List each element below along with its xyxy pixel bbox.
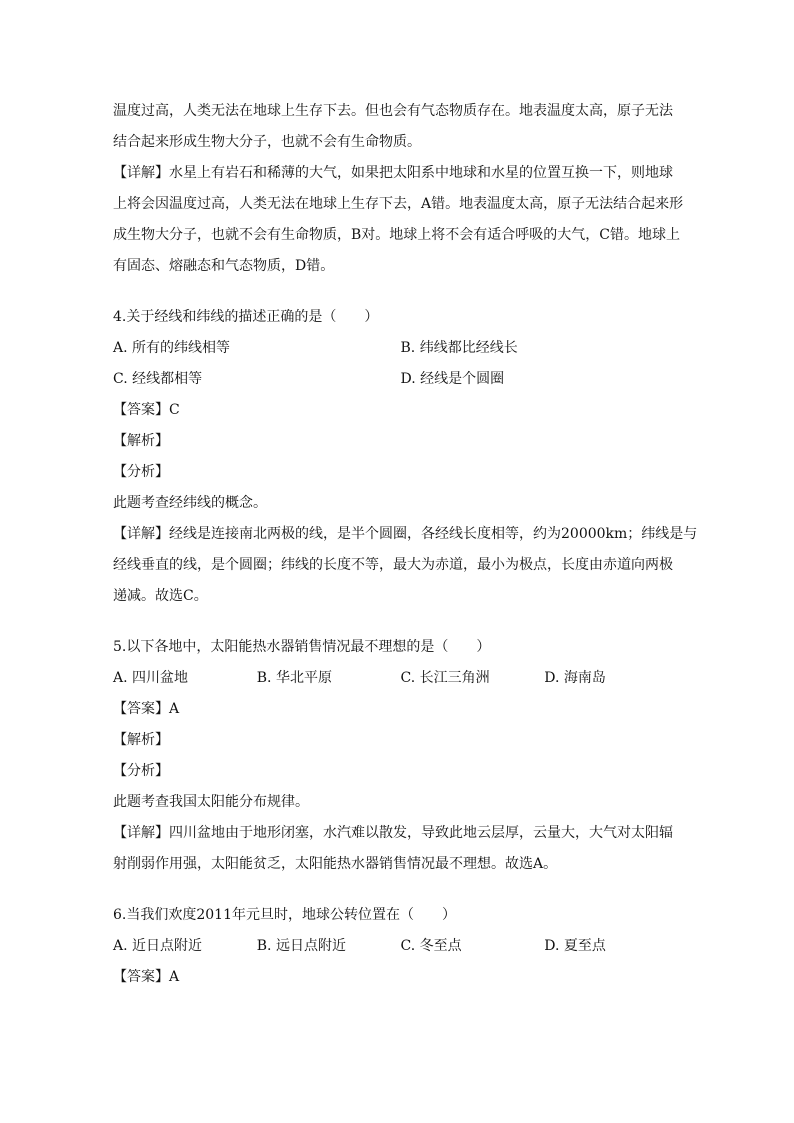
question-stem: 6.当我们欢度2011年元旦时，地球公转位置在（ ） (113, 907, 456, 923)
option-a: A. 四川盆地 (113, 670, 189, 686)
option-d: D. 夏至点 (544, 938, 606, 954)
detail-line: 【详解】经线是连接南北两极的线，是半个圆圈，各经线长度相等，约为20000km；纬线是与 (113, 526, 698, 542)
option-b: B. 华北平原 (256, 670, 332, 686)
option-b: B. 远日点附近 (256, 938, 346, 954)
option-d: D. 海南岛 (544, 670, 606, 686)
detail-line: 递减。故选C。 (113, 588, 208, 604)
detail-line: 成生物大分子，也就不会有生命物质，B对。地球上将不会有适合呼吸的大气，C错。地球上 (113, 227, 680, 243)
option-d: D. 经线是个圆圈 (400, 371, 505, 387)
analysis-line: 温度过高，人类无法在地球上生存下去。但也会有气态物质存在。地表温度太高，原子无法 (113, 103, 673, 119)
analysis-line: 此题考查经纬线的概念。 (113, 495, 267, 511)
option-c: C. 经线都相等 (113, 371, 203, 387)
option-c: C. 冬至点 (400, 938, 462, 954)
detail-line: 上将会因温度过高，人类无法在地球上生存下去，A错。地表温度太高，原子无法结合起来形 (113, 196, 684, 212)
answer-line: 【答案】A (113, 701, 180, 717)
jiexi-heading: 【解析】 (113, 732, 169, 748)
detail-line: 射削弱作用强，太阳能贫乏，太阳能热水器销售情况最不理想。故选A。 (113, 856, 558, 872)
option-a: A. 近日点附近 (113, 938, 203, 954)
fenxi-heading: 【分析】 (113, 763, 169, 779)
question-stem: 4.关于经线和纬线的描述正确的是（ ） (113, 309, 379, 325)
detail-line: 有固态、熔融态和气态物质，D错。 (113, 258, 335, 274)
option-c: C. 长江三角洲 (400, 670, 490, 686)
fenxi-heading: 【分析】 (113, 464, 169, 480)
option-row (113, 931, 688, 962)
option-row (113, 364, 688, 395)
option-row (113, 663, 688, 694)
analysis-line: 结合起来形成生物大分子，也就不会有生命物质。 (113, 134, 421, 150)
answer-line: 【答案】A (113, 969, 180, 985)
jiexi-heading: 【解析】 (113, 433, 169, 449)
option-row (113, 333, 688, 364)
analysis-line: 此题考查我国太阳能分布规律。 (113, 794, 309, 810)
option-b: B. 纬线都比经线长 (400, 340, 518, 356)
option-a: A. 所有的纬线相等 (113, 340, 231, 356)
detail-line: 【详解】四川盆地由于地形闭塞，水汽难以散发，导致此地云层厚，云量大，大气对太阳辐 (113, 825, 673, 841)
page-content (113, 96, 698, 993)
question-stem: 5.以下各地中，太阳能热水器销售情况最不理想的是（ ） (113, 639, 491, 655)
detail-line: 【详解】水星上有岩石和稀薄的大气，如果把太阳系中地球和水星的位置互换一下，则地球 (113, 165, 673, 181)
answer-line: 【答案】C (113, 402, 180, 418)
detail-line: 经线垂直的线，是个圆圈；纬线的长度不等，最大为赤道，最小为极点，长度由赤道向两极 (113, 557, 673, 573)
